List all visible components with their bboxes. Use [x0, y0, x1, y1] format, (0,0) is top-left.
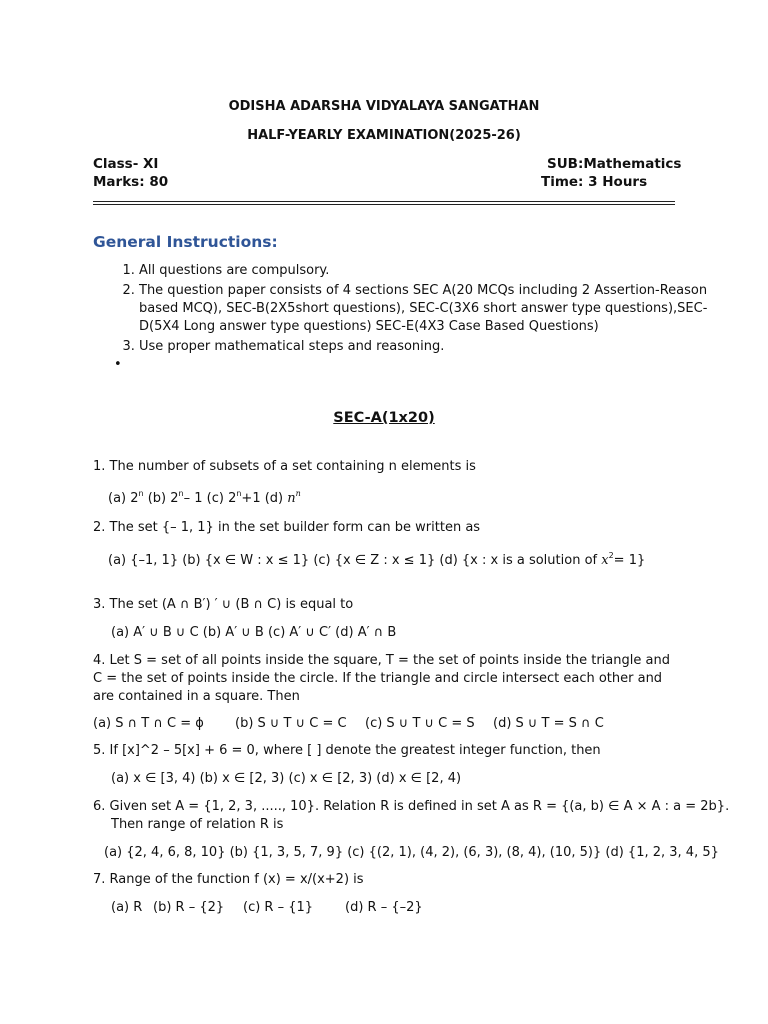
question-4-option-a: (a) S ∩ T ∩ C = ϕ: [93, 716, 204, 731]
question-2-options: (a) {–1, 1} (b) {x ∈ W : x ≤ 1} (c) {x ∈ Z : x ≤ 1} (d) {x : x is a solution of $x^2= 1$}: [108, 551, 646, 568]
question-7-option-d: (d) R – {–2}: [345, 900, 423, 915]
instructions-list: [93, 262, 729, 358]
question-3: 3. The set (A ∩ B′) ′ ∪ (B ∩ C) is equal to: [93, 597, 354, 612]
header-rule-top: [93, 201, 675, 202]
instructions-title: General Instructions:: [93, 233, 278, 251]
section-title: SEC-A(1x20): [333, 410, 435, 426]
empty-bullet: •: [114, 357, 122, 372]
question-2: 2. The set {– 1, 1} in the set builder form can be written as: [93, 520, 481, 535]
question-1: 1. The number of subsets of a set containing n elements is: [93, 459, 476, 474]
question-7-option-c: (c) R – {1}: [243, 900, 314, 915]
question-6: 6. Given set A = {1, 2, 3, ....., 10}. Relation R is defined in set A as R = {(a, b) ∈ A × A : a = 2b}.: [93, 799, 730, 814]
question-7-option-a: (a) R: [111, 900, 143, 915]
marks-label: Marks: 80: [93, 174, 169, 190]
class-label: Class- XI: [93, 156, 159, 172]
question-6-continued: Then range of relation R is: [111, 817, 284, 832]
question-5-options: (a) x ∈ [3, 4) (b) x ∈ [2, 3) (c) x ∈ [2, 3) (d) x ∈ [2, 4): [111, 771, 462, 786]
question-3-options: (a) A′ ∪ B ∪ C (b) A′ ∪ B (c) A′ ∪ C′ (d) A′ ∩ B: [111, 625, 397, 640]
question-4-option-c: (c) S ∪ T ∪ C = S: [365, 716, 475, 731]
header-rule-bottom: [93, 204, 675, 205]
question-4-option-b: (b) S ∪ T ∪ C = C: [235, 716, 347, 731]
school-name: ODISHA ADARSHA VIDYALAYA SANGATHAN: [228, 99, 540, 114]
instruction-item: 1. All questions are compulsory.: [139, 262, 729, 280]
question-7: 7. Range of the function f (x) = x/(x+2) is: [93, 872, 364, 887]
instruction-item: 3. Use proper mathematical steps and reasoning.: [139, 338, 729, 356]
question-1-options: (a) 2$^n$ (b) 2$^n$– 1 (c) $2^n+1$ (d) $n^n$: [108, 489, 301, 506]
question-7-option-b: (b) R – {2}: [153, 900, 225, 915]
instruction-item: 2. The question paper consists of 4 sections SEC A(20 MCQs including 2 Assertion-Reason based MCQ), SEC-B(2X5short questions), SEC-C(3X6 short answer type questions),SEC-D(5X4 Long answer type questions) SEC-E(4X3 Case Based Questions): [139, 282, 729, 336]
question-4-option-d: (d) S ∪ T = S ∩ C: [493, 716, 604, 731]
exam-title: HALF-YEARLY EXAMINATION(2025-26): [247, 128, 521, 143]
question-4: 4. Let S = set of all points inside the square, T = the set of points inside the triangle and C = the set of points inside the circle. If the triangle and circle intersect each other and are contained in a square. Then: [93, 653, 670, 704]
time-label: Time: 3 Hours: [541, 174, 648, 190]
question-5: 5. If [x]^2 – 5[x] + 6 = 0, where [ ] denote the greatest integer function, then: [93, 743, 601, 758]
question-6-options: (a) {2, 4, 6, 8, 10} (b) {1, 3, 5, 7, 9} (c) {(2, 1), (4, 2), (6, 3), (8, 4), (10, 5)} (d) {1, 2, 3, 4, 5}: [104, 845, 719, 860]
subject-label: SUB:Mathematics: [547, 156, 682, 172]
